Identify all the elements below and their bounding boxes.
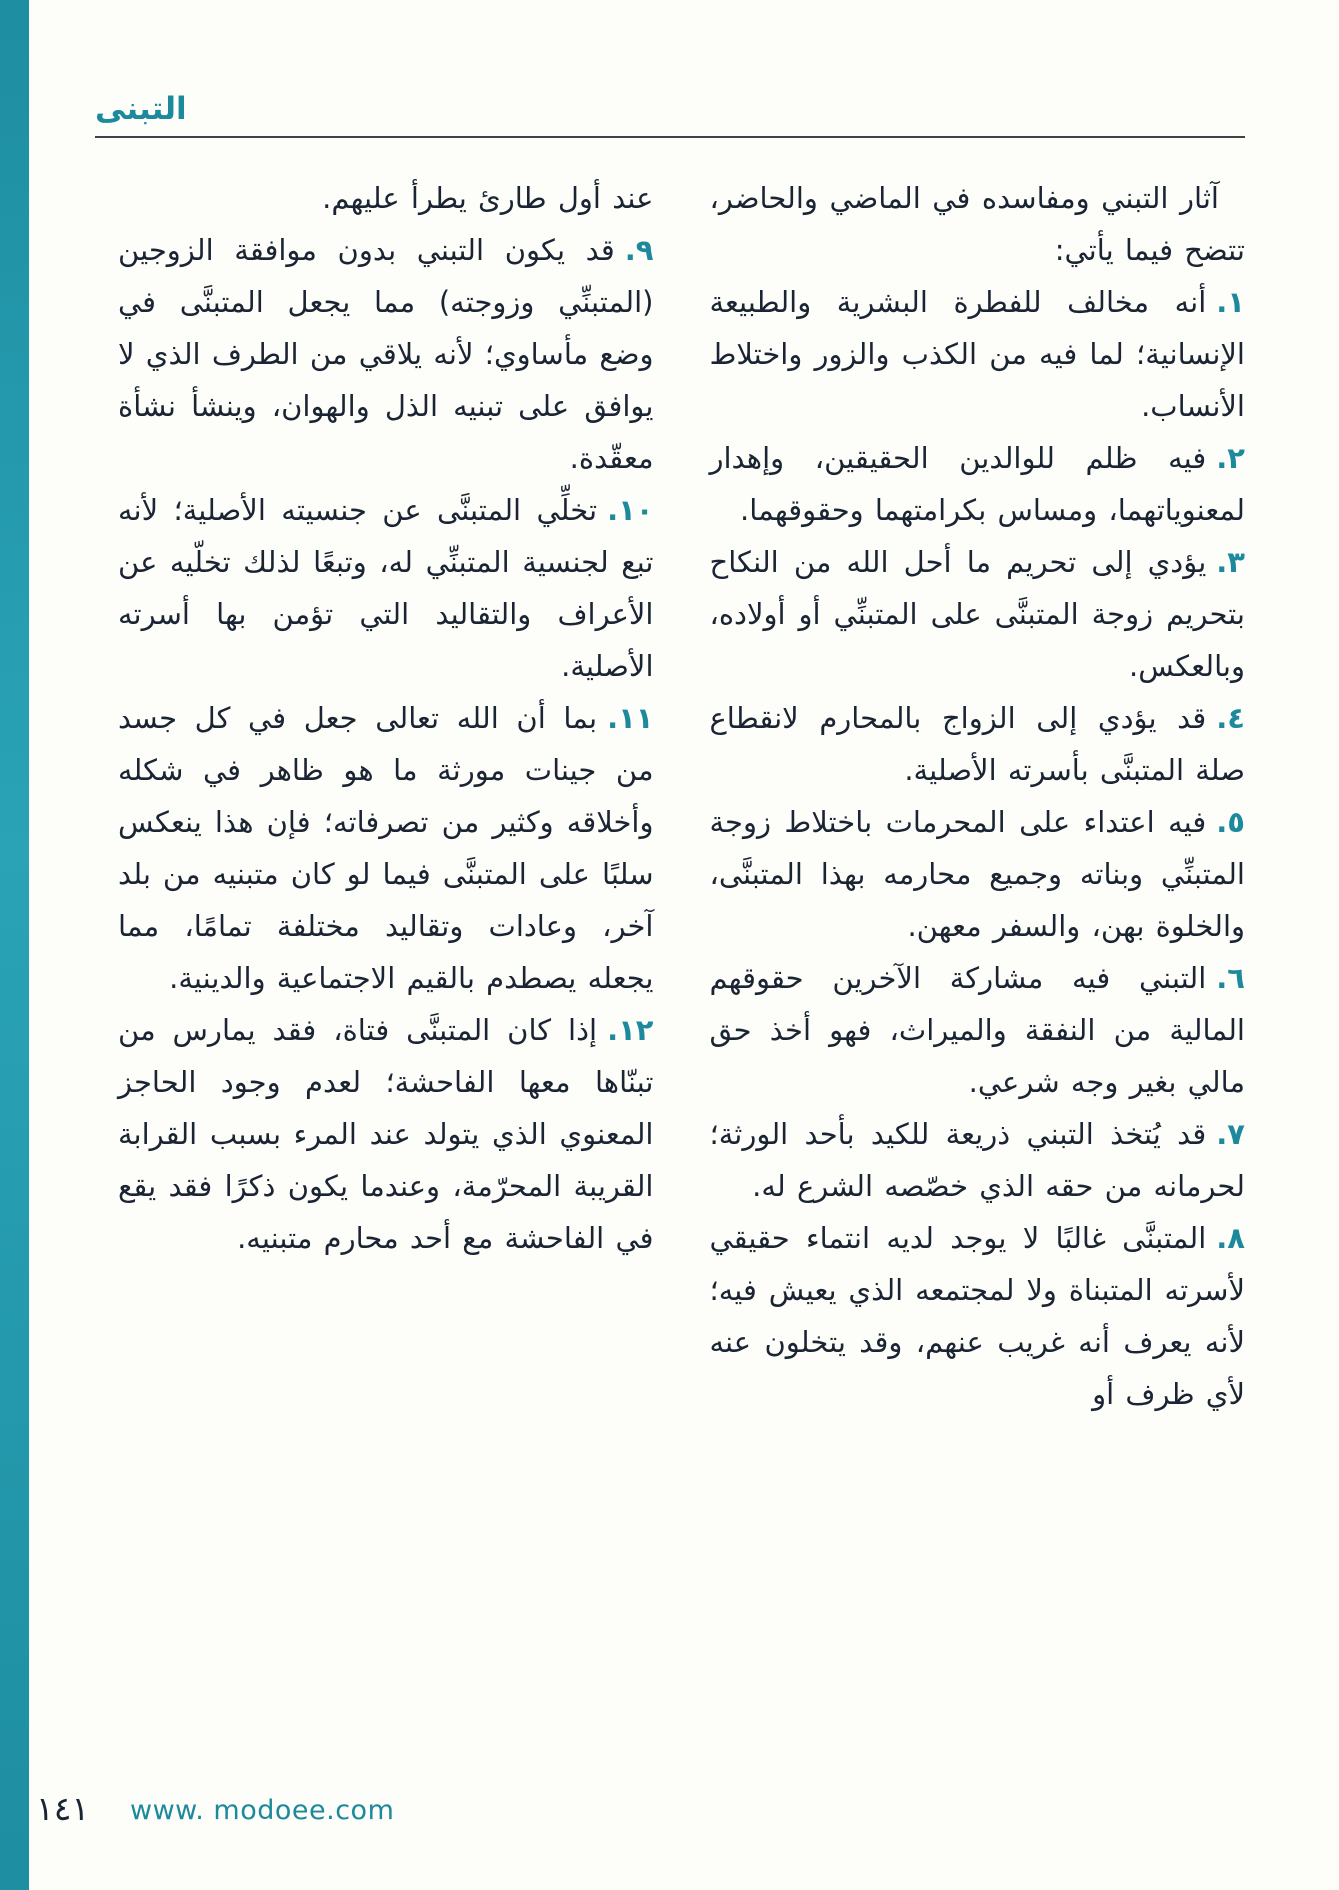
continuation-text: عند أول طارئ يطرأ عليهم. <box>322 181 654 215</box>
item-text: المتبنَّى غالبًا لا يوجد لديه انتماء حقيقي لأسرته المتبناة ولا لمجتمعه الذي يعيش فيه؛ لأنه يعرف أنه غريب عنهم، وقد يتخلون عنه لأي ظرف أو <box>709 1221 1245 1411</box>
list-item-4 <box>710 692 1246 796</box>
list-item-12 <box>118 1004 654 1264</box>
item-text: إذا كان المتبنَّى فتاة، فقد يمارس من تبنّاها معها الفاحشة؛ لعدم وجود الحاجز المعنوي الذي يتولد عند المرء بسبب القرابة القريبة المحرّمة، وعندما يكون ذكرًا فقد يقع في الفاحشة مع أحد محارم متبنيه. <box>118 1013 654 1255</box>
page-header <box>95 92 1245 138</box>
item-text: قد يُتخذ التبني ذريعة للكيد بأحد الورثة؛ لحرمانه من حقه الذي خصّصه الشرع له. <box>709 1117 1245 1203</box>
intro-paragraph <box>710 172 1246 276</box>
item-number: ٨. <box>1216 1221 1245 1255</box>
page-header-title: التبنى <box>95 91 187 127</box>
list-item-10 <box>118 484 654 692</box>
list-item-9 <box>118 224 654 484</box>
item-text: قد يؤدي إلى الزواج بالمحارم لانقطاع صلة المتبنَّى بأسرته الأصلية. <box>709 701 1245 787</box>
intro-text: آثار التبني ومفاسده في الماضي والحاضر، تتضح فيما يأتي: <box>709 181 1245 267</box>
item-number: ١١. <box>607 701 654 735</box>
list-item-11 <box>118 692 654 1004</box>
item-number: ٥. <box>1216 805 1245 839</box>
continuation-paragraph <box>118 172 654 224</box>
list-item-5 <box>710 796 1246 952</box>
website-text: www. modoee.com <box>130 1795 395 1826</box>
item-number: ٦. <box>1216 961 1245 995</box>
item-number: ١٢. <box>607 1013 654 1047</box>
list-item-8 <box>710 1212 1246 1420</box>
item-number: ٤. <box>1216 701 1245 735</box>
list-item-7 <box>710 1108 1246 1212</box>
item-number: ٢. <box>1216 441 1245 475</box>
list-item-3 <box>710 536 1246 692</box>
right-column <box>710 172 1246 1420</box>
item-text: فيه اعتداء على المحرمات باختلاط زوجة المتبنِّي وبناته وجميع محارمه بهذا المتبنَّى، والخلوة بهن، والسفر معهن. <box>709 805 1245 943</box>
item-number: ٣. <box>1216 545 1245 579</box>
list-item-1 <box>710 276 1246 432</box>
item-number: ١٠. <box>607 493 654 527</box>
item-text: تخلِّي المتبنَّى عن جنسيته الأصلية؛ لأنه تبع لجنسية المتبنِّي له، وتبعًا لذلك تخلّيه عن الأعراف والتقاليد التي تؤمن بها أسرته الأصلية. <box>118 493 654 683</box>
left-column <box>118 172 654 1420</box>
item-text: قد يكون التبني بدون موافقة الزوجين (المتبنِّي وزوجته) مما يجعل المتبنَّى في وضع مأساوي؛ لأنه يلاقي من الطرف الذي لا يوافق على تبنيه الذل والهوان، وينشأ نشأة معقّدة. <box>118 233 654 475</box>
item-text: يؤدي إلى تحريم ما أحل الله من النكاح بتحريم زوجة المتبنَّى على المتبنِّي أو أولاده، وبالعكس. <box>709 545 1245 683</box>
page-edge-bar <box>0 0 29 1890</box>
item-number: ٩. <box>624 233 654 267</box>
page-number: ١٤١ <box>36 1789 90 1828</box>
item-number: ٧. <box>1216 1117 1245 1151</box>
list-item-6 <box>710 952 1246 1108</box>
list-item-2 <box>710 432 1246 536</box>
item-text: فيه ظلم للوالدين الحقيقين، وإهدار لمعنوياتهما، ومساس بكرامتهما وحقوقهما. <box>709 441 1245 527</box>
item-text: أنه مخالف للفطرة البشرية والطبيعة الإنسانية؛ لما فيه من الكذب والزور واختلاط الأنساب. <box>709 285 1245 423</box>
page-body <box>118 172 1245 1420</box>
item-text: بما أن الله تعالى جعل في كل جسد من جينات مورثة ما هو ظاهر في شكله وأخلاقه وكثير من تصرفاته؛ فإن هذا ينعكس سلبًا على المتبنَّى فيما لو كان متبنيه من بلد آخر، وعادات وتقاليد مختلفة تمامًا، مما يجعله يصطدم بالقيم الاجتماعية والدينية. <box>118 701 654 995</box>
item-number: ١. <box>1216 285 1245 319</box>
item-text: التبني فيه مشاركة الآخرين حقوقهم المالية من النفقة والميراث، فهو أخذ حق مالي بغير وجه شرعي. <box>709 961 1245 1099</box>
